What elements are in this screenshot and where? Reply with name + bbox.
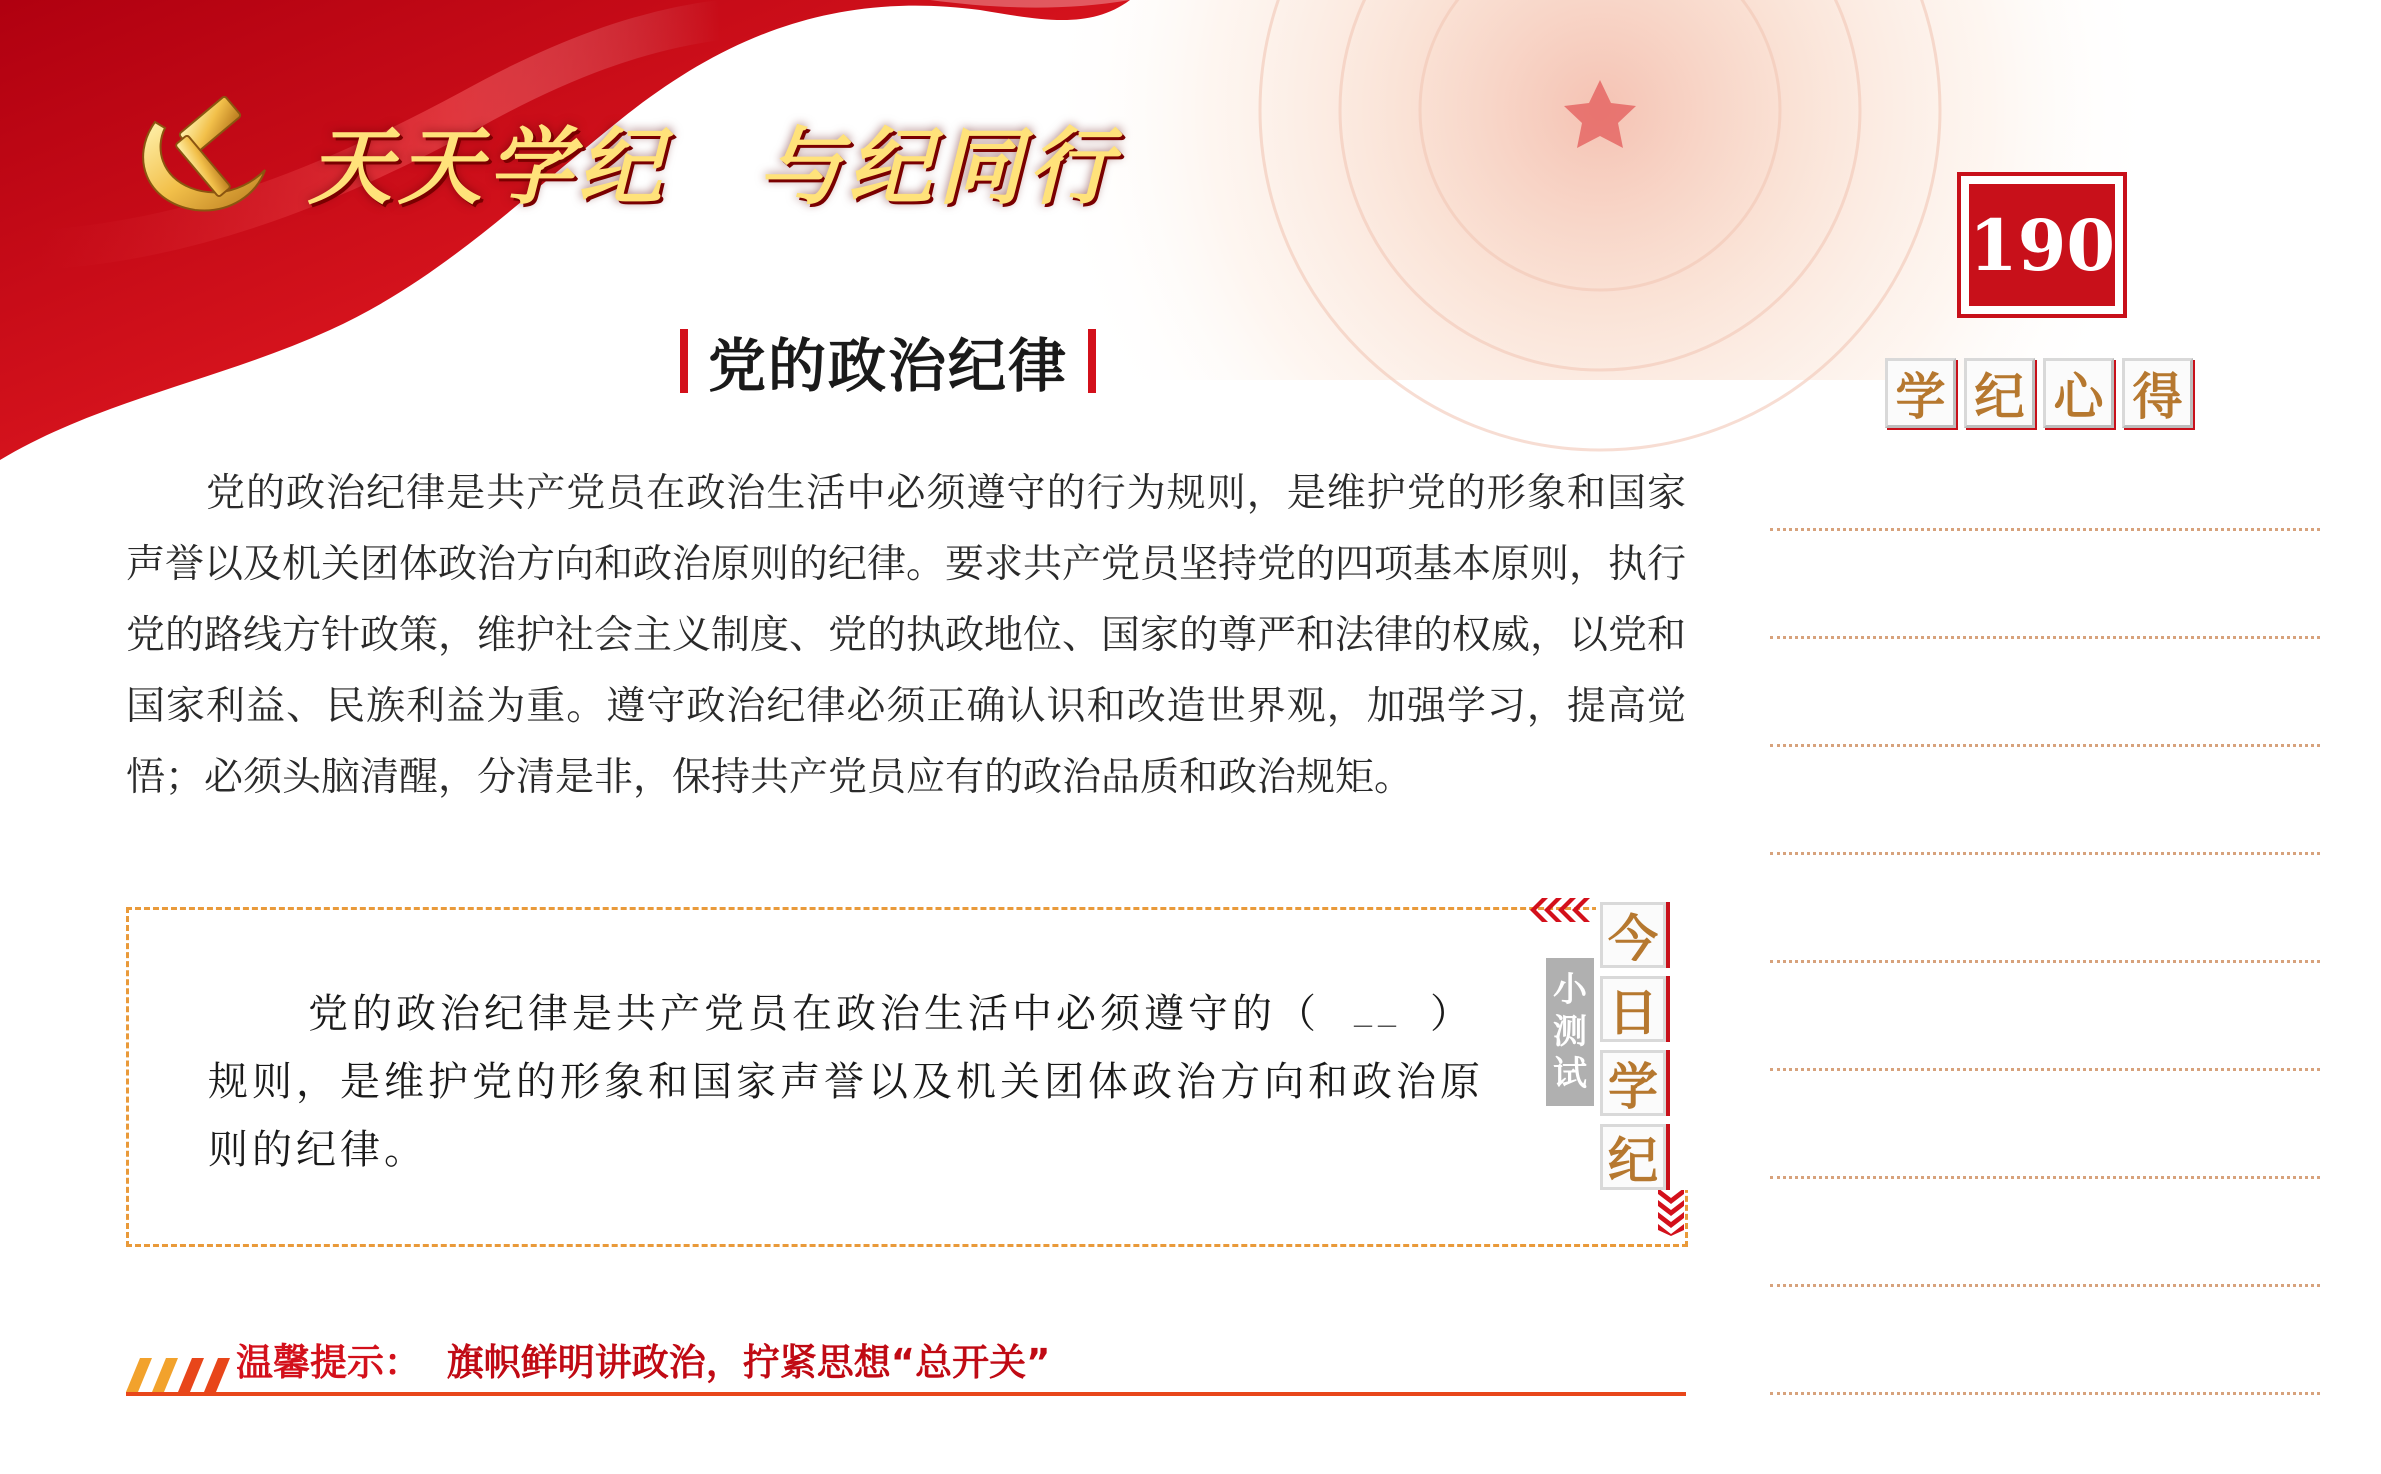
section-title xyxy=(680,326,1096,400)
down-arrows-icon xyxy=(1658,1188,1684,1236)
page-number: 190 xyxy=(1969,184,2115,306)
note-line xyxy=(1770,960,2320,963)
notes-label-char: 学 xyxy=(1885,358,1956,428)
today-label-char: 学 xyxy=(1600,1050,1666,1116)
quiz-text-before: 党的政治纪律是共产党员在政治生活中必须遵守的（ xyxy=(308,991,1320,1037)
quiz-question xyxy=(208,980,1498,1184)
left-arrows-icon xyxy=(1530,898,1590,922)
section-title-text: 党的政治纪律 xyxy=(708,332,1069,400)
stripe-decoration-icon xyxy=(126,1358,236,1392)
footer-underline xyxy=(126,1392,1686,1396)
warm-tip-text: 旗帜鲜明讲政治，拧紧思想“总开关” xyxy=(446,1341,1051,1384)
warm-tip xyxy=(236,1332,1050,1386)
note-line xyxy=(1770,744,2320,747)
header-title: 天天学纪 与纪同行 xyxy=(308,117,1119,216)
quiz-blank[interactable] xyxy=(1320,1023,1430,1027)
title-bar-right xyxy=(1088,329,1096,393)
note-line xyxy=(1770,852,2320,855)
small-quiz-char: 测 xyxy=(1553,1012,1587,1052)
warm-tip-label: 温馨提示： xyxy=(236,1341,421,1384)
party-emblem-icon xyxy=(125,82,275,222)
quiz-text-after: ）规则，是维护党的形象和国家声誉以及机关团体政治方向和政治原则的纪律。 xyxy=(208,991,1484,1173)
notes-label-char: 心 xyxy=(2043,358,2114,428)
note-line xyxy=(1770,1284,2320,1287)
small-quiz-char: 小 xyxy=(1553,970,1587,1010)
notes-panel-label xyxy=(1885,358,2193,428)
note-line xyxy=(1770,528,2320,531)
today-label-char: 今 xyxy=(1600,902,1666,968)
today-label-char: 纪 xyxy=(1600,1124,1666,1190)
today-study-label xyxy=(1596,902,1688,1190)
note-line xyxy=(1770,1068,2320,1071)
body-paragraph: 党的政治纪律是共产党员在政治生活中必须遵守的行为规则，是维护党的形象和国家声誉以及机关团体政治方向和政治原则的纪律。要求共产党员坚持党的四项基本原则，执行党的路线方针政策，维护社会主义制度、党的执政地位、国家的尊严和法律的权威，以党和国家利益、民族利益为重。遵守政治纪律必须正确认识和改造世界观，加强学习，提高觉悟；必须头脑清醒，分清是非，保持共产党员应有的政治品质和政治规矩。 xyxy=(126,471,1687,800)
title-bar-left xyxy=(680,329,688,393)
note-line xyxy=(1770,1392,2320,1395)
note-line xyxy=(1770,636,2320,639)
page-number-badge xyxy=(1957,172,2127,318)
notes-label-char: 纪 xyxy=(1964,358,2035,428)
notes-label-char: 得 xyxy=(2122,358,2193,428)
small-quiz-label xyxy=(1546,958,1594,1106)
small-quiz-char: 试 xyxy=(1553,1054,1587,1094)
today-label-char: 日 xyxy=(1600,976,1666,1042)
note-line xyxy=(1770,1176,2320,1179)
